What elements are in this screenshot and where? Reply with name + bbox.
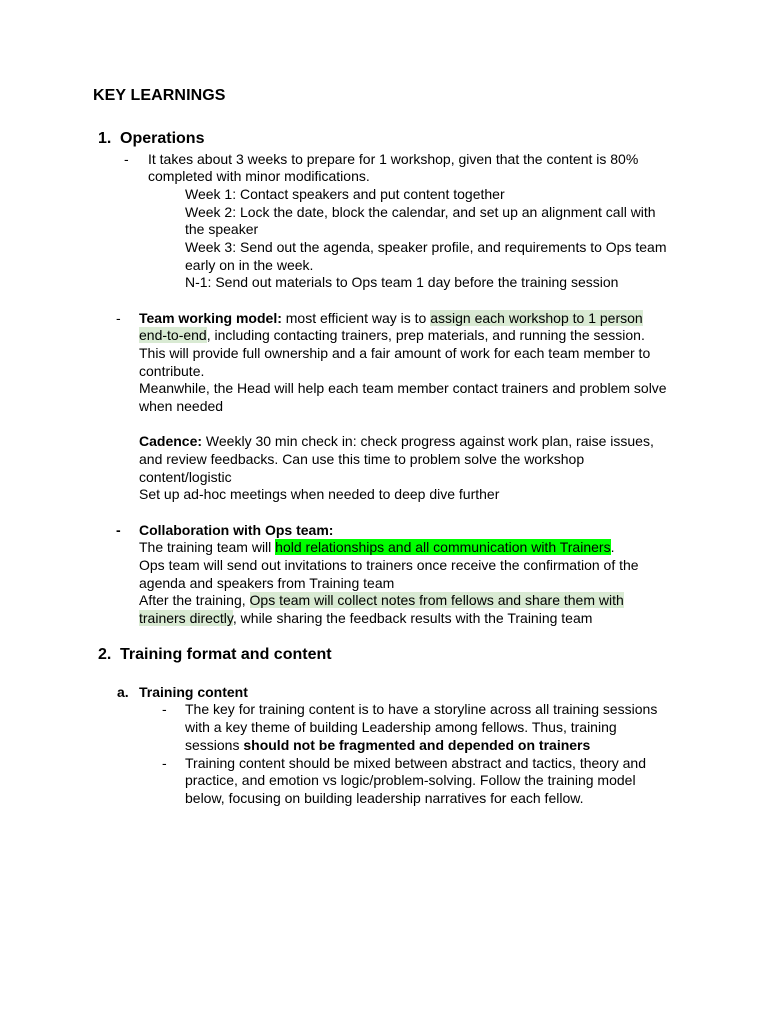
highlighted-text: Ops team will collect notes from fellows and share them with — [249, 592, 624, 608]
bold-text: should not be fragmented and depended on trainers — [243, 737, 591, 753]
bullet-dash: - — [162, 755, 167, 771]
week-line: early on in the week. — [185, 257, 314, 273]
paragraph-line: agenda and speakers from Training team — [139, 575, 395, 591]
subsection-heading: Training content — [139, 684, 248, 700]
cadence-line — [139, 433, 654, 451]
paragraph-line: content/logistic — [139, 469, 232, 485]
week-line: Week 2: Lock the date, block the calendar, and set up an alignment call with — [185, 204, 656, 220]
paragraph-line: when needed — [139, 398, 224, 414]
cadence-label: Cadence: — [139, 433, 203, 449]
highlighted-text: hold relationships and all communication with Trainers — [275, 539, 611, 555]
paragraph-line — [139, 592, 624, 610]
text-span: After the training, — [139, 592, 250, 608]
section-2-heading: Training format and content — [120, 646, 332, 663]
paragraph-line — [139, 610, 592, 628]
paragraph-line — [139, 539, 614, 557]
highlighted-text: assign each workshop to 1 person — [430, 310, 643, 326]
paragraph-line: Meanwhile, the Head will help each team member contact trainers and problem solve — [139, 380, 667, 396]
paragraph-line: contribute. — [139, 363, 205, 379]
highlighted-text: trainers directly — [139, 610, 233, 626]
collab-label: Collaboration with Ops team: — [139, 522, 334, 538]
text-span: sessions — [185, 737, 244, 753]
paragraph-line: Training content should be mixed between abstract and tactics, theory and — [185, 755, 646, 771]
paragraph-line — [185, 737, 590, 755]
bullet-dash: - — [124, 151, 129, 167]
paragraph-line: below, focusing on building leadership narratives for each fellow. — [185, 790, 584, 806]
week-line: Week 1: Contact speakers and put content together — [185, 186, 505, 202]
text-span: Weekly 30 min check in: check progress against work plan, raise issues, — [202, 433, 654, 449]
week-line: N-1: Send out materials to Ops team 1 day before the training session — [185, 274, 619, 290]
paragraph-line: with a key theme of building Leadership among fellows. Thus, training — [185, 719, 617, 735]
paragraph-line: It takes about 3 weeks to prepare for 1 workshop, given that the content is 80% — [148, 151, 639, 167]
paragraph-line: Set up ad-hoc meetings when needed to deep dive further — [139, 486, 500, 502]
bullet-dash: - — [162, 701, 167, 717]
bullet-dash: - — [116, 310, 121, 326]
paragraph-line: completed with minor modifications. — [148, 168, 370, 184]
text-span: , while sharing the feedback results with the Training team — [232, 610, 593, 626]
subsection-letter: a. — [117, 684, 129, 700]
highlighted-text: end-to-end — [139, 327, 207, 343]
week-line: the speaker — [185, 221, 259, 237]
text-span: . — [610, 539, 615, 555]
section-1-number: 1. — [98, 130, 112, 147]
paragraph-line: Ops team will send out invitations to trainers once receive the confirmation of the — [139, 557, 639, 573]
page-title: KEY LEARNINGS — [93, 87, 226, 104]
paragraph-line — [139, 327, 645, 345]
text-span: The training team will — [139, 539, 276, 555]
bullet-dash: - — [116, 522, 121, 538]
team-model-label: Team working model: — [139, 310, 282, 326]
paragraph-line: The key for training content is to have a storyline across all training sessions — [185, 701, 658, 717]
paragraph-line: practice, and emotion vs logic/problem-solving. Follow the training model — [185, 772, 636, 788]
section-2-number: 2. — [98, 646, 112, 663]
text-span: , including contacting trainers, prep materials, and running the session. — [206, 327, 645, 343]
paragraph-line: This will provide full ownership and a fair amount of work for each team member to — [139, 345, 651, 361]
paragraph-line: and review feedbacks. Can use this time to problem solve the workshop — [139, 451, 585, 467]
section-1-heading: Operations — [120, 130, 205, 147]
text-span: most efficient way is to — [281, 310, 431, 326]
team-model-line — [139, 310, 643, 328]
week-line: Week 3: Send out the agenda, speaker profile, and requirements to Ops team — [185, 239, 667, 255]
